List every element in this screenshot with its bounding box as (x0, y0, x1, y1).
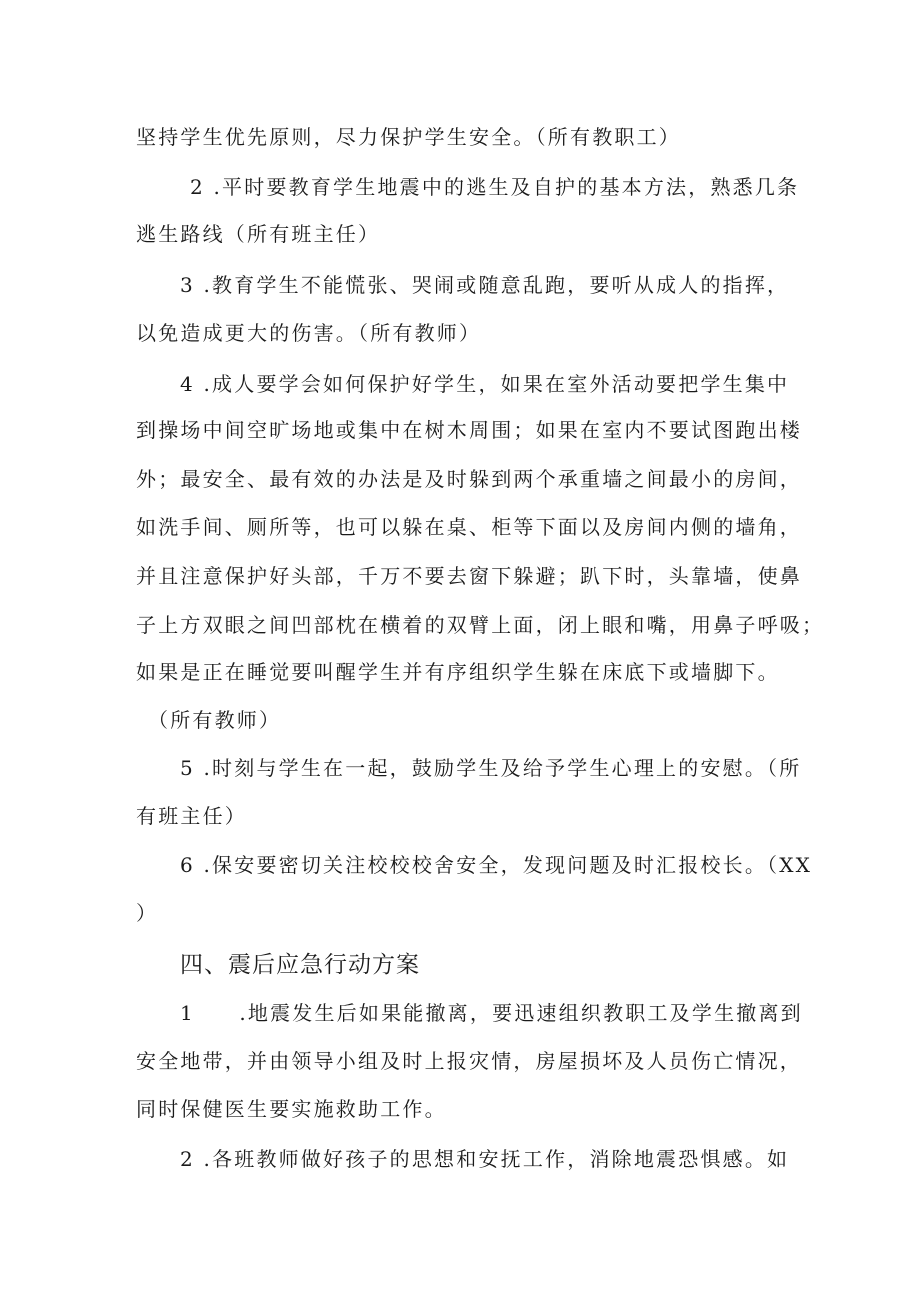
text-line: 外；最安全、最有效的办法是及时躲到两个承重墙之间最小的房间， (136, 467, 802, 491)
text-line: 以免造成更大的伤害。（所有教师） (136, 321, 482, 345)
text-line: 3 .教育学生不能慌张、哭闹或随意乱跑，要听从成人的指挥， (180, 273, 790, 297)
text-line: 2 .各班教师做好孩子的思想和安抚工作，消除地震恐惧感。如 (180, 1147, 790, 1171)
text-line: 子上方双眼之间凹部枕在横着的双臂上面，闭上眼和嘴，用鼻子呼吸； (136, 613, 825, 637)
text-line: 到操场中间空旷场地或集中在树木周围；如果在室内不要试图跑出楼 (136, 418, 802, 442)
text-line: 逃生路线（所有班主任） (136, 222, 381, 246)
text-line: ） (136, 901, 159, 925)
text-line: 4 .成人要学会如何保护好学生，如果在室外活动要把学生集中 (180, 372, 790, 396)
text-line: 同时保健医生要实施救助工作。 (136, 1097, 447, 1121)
text-line: （所有教师） (148, 708, 282, 732)
text-line: 6 .保安要密切关注校校校舍安全，发现问题及时汇报校长。（XX (180, 853, 813, 877)
text-line: 并且注意保护好头部，千万不要去窗下躲避；趴下时，头靠墙，使鼻 (136, 564, 802, 588)
text-line: 如果是正在睡觉要叫醒学生并有序组织学生躲在床底下或墙脚下。 (136, 660, 780, 684)
text-line: 安全地带，并由领导小组及时上报灾情，房屋损坏及人员伤亡情况， (136, 1049, 802, 1073)
text-line: 2 .平时要教育学生地震中的逃生及自护的基本方法，熟悉几条 (190, 175, 800, 199)
text-line: 坚持学生优先原则，尽力保护学生安全。（所有教职工） (136, 125, 681, 149)
section-heading: 四、震后应急行动方案 (180, 952, 420, 978)
text-line: 有班主任） (136, 804, 247, 828)
text-line: 如洗手间、厕所等，也可以躲在桌、柜等下面以及房间内侧的墙角， (136, 515, 802, 539)
text-line: 1 .地震发生后如果能撤离，要迅速组织教职工及学生撤离到 (180, 1001, 803, 1025)
text-line: 5 .时刻与学生在一起，鼓励学生及给予学生心理上的安慰。（所 (180, 756, 802, 780)
